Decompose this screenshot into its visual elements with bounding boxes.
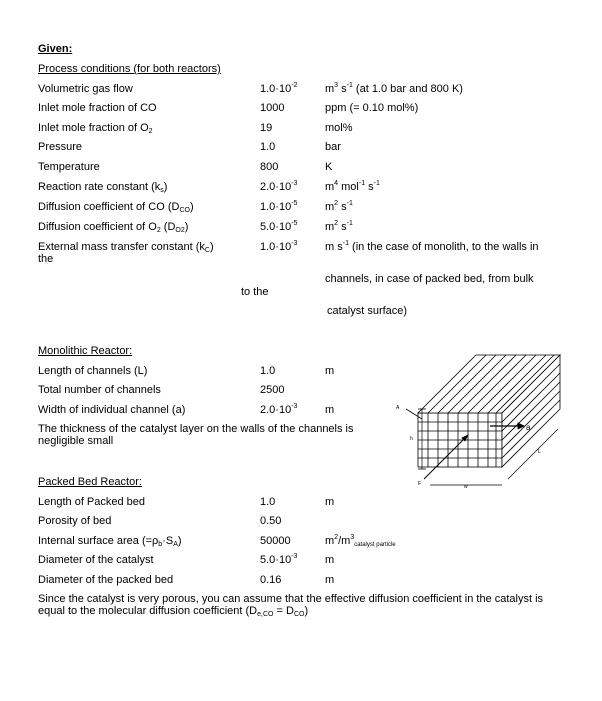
co-value: 1000 xyxy=(260,102,285,114)
o2-label: Inlet mole fraction of $O_2$ xyxy=(38,122,153,135)
kc-to-the: to the xyxy=(241,286,269,298)
temperature-value: 800 xyxy=(260,161,279,173)
kc-value: $1.0\cdot 10^{-3}$ xyxy=(260,240,298,253)
process-heading: Process conditions (for both reactors) xyxy=(38,63,221,75)
packed-length-label: Length of Packed bed xyxy=(38,496,146,508)
packed-note: Since the catalyst is very porous, you can assume that the effective diffusion coefficient in the catalyst is equal to the molecular diffusion coefficient $(D_{e,CO} = D_{CO})$ xyxy=(38,593,544,618)
given-heading: Given: xyxy=(38,43,73,55)
packed-length-value: 1.0 xyxy=(260,496,276,508)
pressure-label: Pressure xyxy=(38,141,83,153)
o2-unit: mol% xyxy=(325,122,353,134)
monolith-note: The thickness of the catalyst layer on the walls of the channels is negligible small xyxy=(38,423,354,447)
co-unit: ppm (= 0.10 mol%) xyxy=(325,102,419,114)
do2-value: $5.0\cdot 10^{-5}$ xyxy=(260,220,298,233)
bed-diameter-value: 0.16 xyxy=(260,574,282,586)
bed-diameter-unit: m xyxy=(325,574,335,586)
pressure-value: 1.0 xyxy=(260,141,276,153)
flow-label: Volumetric gas flow xyxy=(38,83,133,95)
figure-label-h: h xyxy=(410,436,413,442)
pressure-unit: bar xyxy=(325,141,341,153)
monolith-length-unit: m xyxy=(325,365,335,377)
isa-unit: $m^2/m^3_{catalyst particle}$ xyxy=(325,534,396,548)
ks-value: $2.0\cdot 10^{-3}$ xyxy=(260,180,298,193)
catalyst-diameter-unit: m xyxy=(325,554,335,566)
flow-arrow xyxy=(424,435,468,479)
kc-label: External mass transfer constant $(k_C)$ xyxy=(38,241,214,254)
temperature-label: Temperature xyxy=(38,161,100,173)
temperature-unit: K xyxy=(325,161,333,173)
isa-value: 50000 xyxy=(260,535,291,547)
bed-diameter-label: Diameter of the packed bed xyxy=(38,574,174,586)
catalyst-diameter-value: $5.0\cdot 10^{-3}$ xyxy=(260,553,298,566)
figure-label-ac: A xyxy=(396,405,400,411)
kc-unit-line3: catalyst surface) xyxy=(327,305,408,317)
ks-label: Reaction rate constant $(k_s)$ xyxy=(38,181,168,194)
catalyst-diameter-label: Diameter of the catalyst xyxy=(38,554,154,566)
dco-label: Diffusion coefficient of CO $(D_{CO})$ xyxy=(38,201,194,214)
flow-unit: $m^3$ $s^{-1}$ (at 1.0 bar and 800 K) xyxy=(325,82,463,95)
ac-arrow xyxy=(406,409,422,419)
packed-heading: Packed Bed Reactor: xyxy=(38,476,142,488)
dco-value: $1.0\cdot 10^{-5}$ xyxy=(260,200,298,213)
do2-unit: $m^2$ $s^{-1}$ xyxy=(325,220,353,233)
packed-length-unit: m xyxy=(325,496,335,508)
kc-label-cont: the xyxy=(38,253,54,265)
front-grid xyxy=(418,413,502,467)
porosity-value: 0.50 xyxy=(260,515,282,527)
dco-unit: $m^2$ $s^{-1}$ xyxy=(325,200,353,213)
figure-label-l: L xyxy=(538,449,541,455)
do2-label: Diffusion coefficient of $O_2$ $(D_{O2})$ xyxy=(38,221,189,234)
channel-width-value: $2.0\cdot 10^{-3}$ xyxy=(260,403,298,416)
figure-label-a: a xyxy=(526,423,531,432)
channels-value: 2500 xyxy=(260,384,285,396)
ks-unit: $m^4$ mol$^{-1}$ $s^{-1}$ xyxy=(325,180,380,193)
monolith-heading: Monolithic Reactor: xyxy=(38,345,133,357)
isa-label: Internal surface area $(=\rho_b\cdot S_A)$ xyxy=(38,535,182,548)
porosity-label: Porosity of bed xyxy=(38,515,112,527)
channels-label: Total number of channels xyxy=(38,384,161,396)
monolith-figure xyxy=(390,327,562,495)
figure-label-fa: F xyxy=(418,481,422,487)
channel-width-label: Width of individual channel (a) xyxy=(38,404,186,416)
co-label: Inlet mole fraction of CO xyxy=(38,102,157,114)
kc-unit: m $s^{-1}$ (in the case of monolith, to the walls in xyxy=(325,240,539,253)
monolith-length-value: 1.0 xyxy=(260,365,276,377)
flow-value: $1.0\cdot 10^{-2}$ xyxy=(260,82,298,95)
figure-label-w: w xyxy=(464,484,468,490)
kc-unit-line2: channels, in case of packed bed, from bulk xyxy=(325,273,534,285)
channel-width-unit: m xyxy=(325,404,335,416)
o2-value: 19 xyxy=(260,122,273,134)
monolith-length-label: Length of channels (L) xyxy=(38,365,148,377)
